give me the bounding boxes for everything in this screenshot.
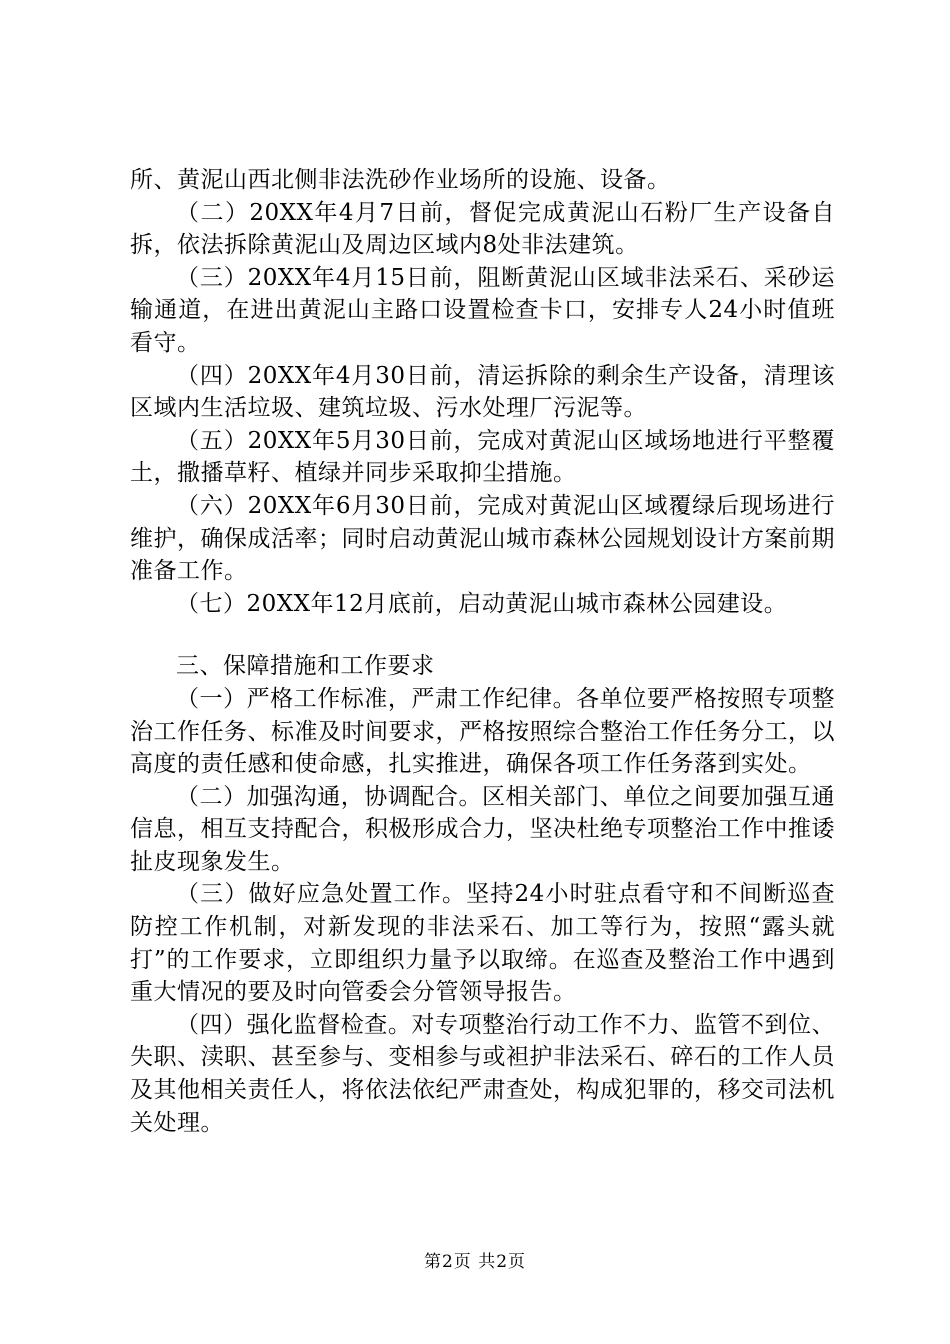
- schedule-item-2: （二）20XX年4月7日前，督促完成黄泥山石粉厂生产设备自拆，依法拆除黄泥山及周边区域内8处非法建筑。: [130, 199, 835, 259]
- document-body: [130, 164, 835, 1139]
- schedule-item-4: （四）20XX年4月30日前，清运拆除的剩余生产设备，清理该区域内生活垃圾、建筑垃圾、污水处理厂污泥等。: [130, 362, 835, 422]
- schedule-item-7: （七）20XX年12月底前，启动黄泥山城市森林公园建设。: [176, 590, 788, 617]
- requirement-item-3: （三）做好应急处置工作。坚持24小时驻点看守和不间断巡查防控工作机制，对新发现的非法采石、加工等行为，按照“露头就打”的工作要求，立即组织力量予以取缔。在巡查及整治工作中遇到重大情况的要及时向管委会分管领导报告。: [130, 881, 835, 1006]
- schedule-item-3: （三）20XX年4月15日前，阻断黄泥山区域非法采石、采砂运输通道，在进出黄泥山主路口设置检查卡口，安排专人24小时值班看守。: [130, 264, 835, 356]
- requirement-item-4: （四）强化监督检查。对专项整治行动工作不力、监管不到位、失职、渎职、甚至参与、变相参与或袒护非法采石、碎石的工作人员及其他相关责任人，将依法依纪严肃查处，构成犯罪的，移交司法机关处理。: [130, 1011, 835, 1136]
- schedule-item-6: （六）20XX年6月30日前，完成对黄泥山区域覆绿后现场进行维护，确保成活率；同时启动黄泥山城市森林公园规划设计方案前期准备工作。: [130, 492, 835, 585]
- opening-fragment: 所、黄泥山西北侧非法洗砂作业场所的设施、设备。: [130, 167, 671, 193]
- page-number-footer: 第2页 共2页: [423, 1252, 527, 1272]
- schedule-item-5: （五）20XX年5月30日前，完成对黄泥山区域场地进行平整覆土，撒播草籽、植绿并同步采取抑尘措施。: [130, 427, 835, 487]
- requirement-item-1: （一）严格工作标准，严肃工作纪律。各单位要严格按照专项整治工作任务、标准及时间要求，严格按照综合整治工作任务分工，以高度的责任感和使命感，扎实推进，确保各项工作任务落到实处。: [130, 685, 835, 778]
- requirement-item-2: （二）加强沟通，协调配合。区相关部门、单位之间要加强互通信息，相互支持配合，积极形成合力，坚决杜绝专项整治工作中推诿扯皮现象发生。: [130, 783, 835, 875]
- section-3-heading: 三、保障措施和工作要求: [176, 653, 435, 680]
